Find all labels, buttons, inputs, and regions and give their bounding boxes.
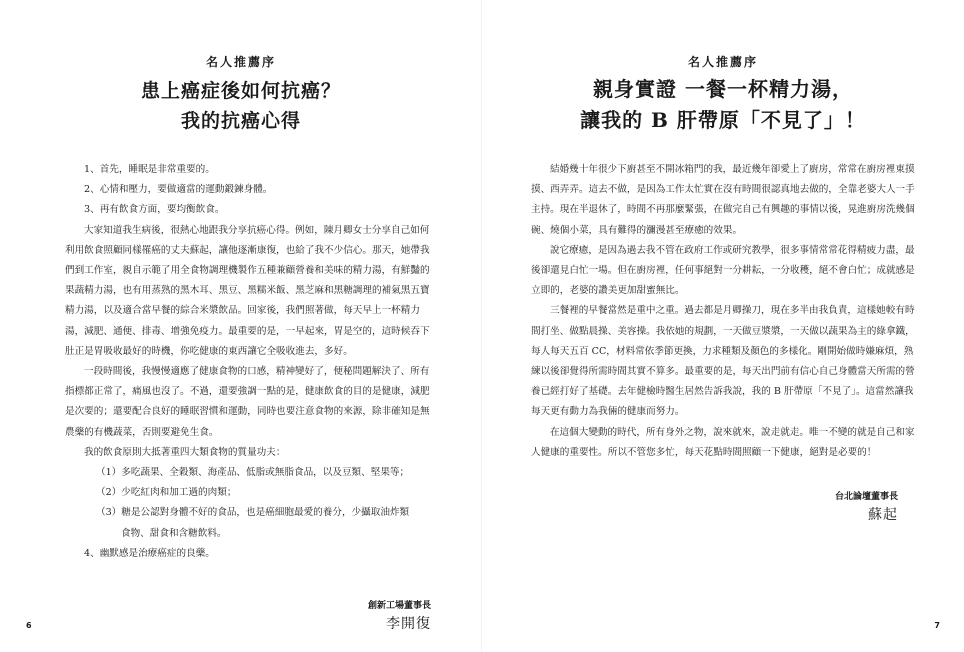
left-paragraph: 大家知道我生病後，很熱心地跟我分享抗癌心得。例如，陳月卿女士分享自己如何利用飲食照顧同樣罹癌的丈夫蘇起，讓他逐漸康復，也給了我不少信心。那天，她帶我們到工作室，親自示範了用全食物調理機製作五種兼顧營養和美味的精力湯，有鮮豔的果蔬精力湯，也有用蒸熟的黑木耳、黑豆、黑糯米飯、黑芝麻和黑糖調理的補氣黑五寶精力湯，以及適合當早餐的綜合米漿飲品。回家後，我們照著做，每天早上一杯精力湯，減肥、通便、排毒、增強免疫力。最重要的是，一早起來，胃是空的，這時候吞下肚正是胃吸收最好的時機，你吃健康的東西讓它全吸收進去，多好。: [65, 224, 430, 357]
right-signature-role: 台北論壇董事長: [834, 492, 898, 502]
left-page-number: 6: [26, 621, 32, 630]
left-paragraph: （2）少吃紅肉和加工過的肉類；: [96, 487, 237, 499]
left-paragraph: 3、再有飲食方面，要均衡飲食。: [84, 204, 225, 216]
right-body-text: [531, 160, 916, 463]
right-kicker: 名人推薦序: [687, 55, 758, 69]
left-paragraph: 1、首先，睡眠是非常重要的。: [84, 164, 215, 175]
left-paragraph: 食物、甜食和含糖飲料。: [121, 527, 227, 539]
left-signature-role: 創新工場董事長: [367, 601, 431, 611]
right-page: [482, 0, 964, 652]
right-paragraph: 三餐裡的早餐當然是重中之重。過去都是月卿操刀，現在多半由我負責，這樣她較有時間打坐、做點晨操、美容操。我依她的規劃，一天做豆漿漿，一天做以蔬果為主的綠拿鐵，每人每天五百 CC，材料常依季節更換，力求種類及顏色的多樣化。剛開始做時嫌麻煩，熟練以後卻覺得所需時間其實不算多。最重要的是，每天出門前有信心自己身體當天所需的營養已經打好了基礎。去年健檢時醫生居然告訴我說，我的 B 肝帶原「不見了」。這當然讓我每天更有動力為我倆的健康而努力。: [531, 305, 915, 418]
left-paragraph: 4、幽默感是治療癌症的良藥。: [84, 547, 215, 559]
right-page-number: 7: [934, 621, 940, 630]
left-paragraph: 一段時間後，我慢慢適應了健康食物的口感，精神變好了，便秘問題解決了、所有指標都正常了，痛風也沒了。不過，還要強調一點的是，健康飲食的目的是健康，減肥是次要的；還要配合良好的睡眠習慣和運動，同時也要注意食物的來源，除非確知是無農藥的有機蔬菜，否則要避免生食。: [65, 366, 430, 438]
right-paragraph: 在這個大變動的時代，所有身外之物，說來就來，說走就走。唯一不變的就是自己和家人健康的重要性。所以不管您多忙，每天花點時間照顧一下健康，絕對是必要的！: [531, 426, 915, 458]
left-body-text: [65, 160, 433, 564]
left-paragraph: 我的飲食原則大抵著重四大類食物的質量功夫：: [84, 446, 286, 458]
right-title-line-1: 親身實證 一餐一杯精力湯，: [593, 77, 853, 101]
left-paragraph: 2、心情和壓力，要做適當的運動鍛鍊身體。: [84, 184, 273, 196]
left-signature-name: 李開復: [386, 616, 431, 632]
right-signature-name: 蘇起: [868, 507, 898, 523]
right-title-line-2: 讓我的 B 肝帶原「不見了」！: [580, 108, 866, 132]
left-title-line-2: 我的抗癌心得: [180, 110, 301, 132]
right-paragraph: 結婚幾十年很少下廚甚至不開冰箱門的我，最近幾年卻愛上了廚房，常常在廚房裡東摸摸、西弄弄。這去不做，是因為工作太忙實在沒有時間很認真地去做的，全靠老婆大人一手主持。現在半退休了，時間不再那麼緊張，在做完自己有興趣的事情以後，晃進廚房洗幾個碗、燒個小菜，具有難得的瀰漫甚至療癒的效果。: [531, 164, 915, 236]
left-paragraph: （3）糖是公認對身體不好的食品，也是癌細胞最愛的養分，少攝取油炸類: [96, 507, 410, 519]
left-kicker: 名人推薦序: [205, 55, 276, 69]
right-paragraph: 說它療癒，是因為過去我不管在政府工作或研究教學，很多事情常常花得精疲力盡，最後卻還見白忙一場。但在廚房裡，任何事絕對一分耕耘，一分收穫，絕不會白忙；成就感是立即的，老婆的讚美更加甜蜜無比。: [531, 244, 915, 297]
left-title-line-1: 患上癌症後如何抗癌？: [140, 80, 341, 102]
left-paragraph: （1）多吃蔬果、全穀類、海產品、低脂或無脂食品，以及豆類、堅果等；: [96, 467, 410, 479]
